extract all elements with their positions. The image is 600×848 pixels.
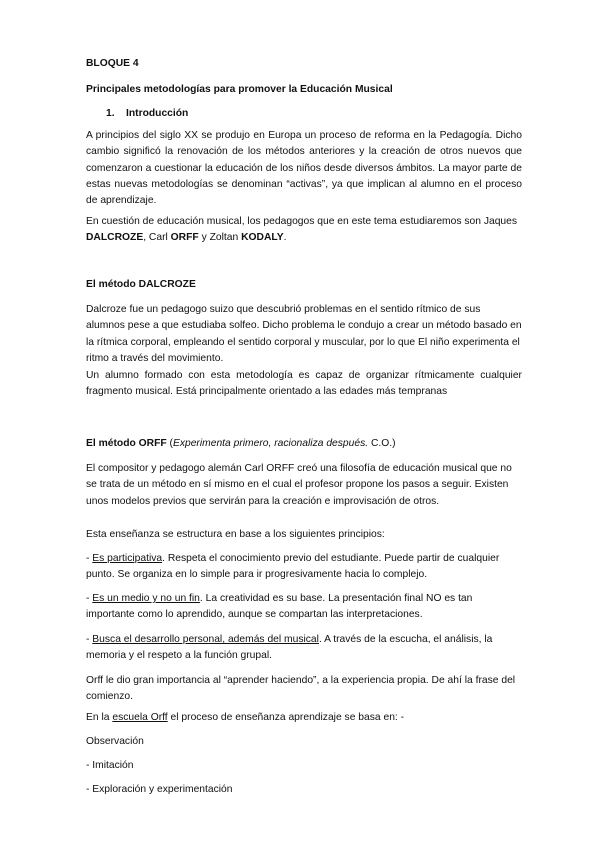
intro-paragraph-1: A principios del siglo XX se produjo en Europa un proceso de reforma en la Pedagogía. Dicho cambio significó la renovación de los métodos anteriores y la creación de otros nuevos que comenzaron a cuestionar la educación de los niños desde diversos ámbitos. La mayor parte de estas nuevas metodologías se denominan “activas”, ya que implican al alumno en el proceso de aprendizaje. [86, 130, 522, 207]
orff-heading-author: C.O.) [368, 438, 396, 449]
principle-text: . La creatividad es su base. La presentación final NO es tan importante como lo aprendido, aunque se compartan las interpretaciones. [86, 593, 473, 621]
section-title: Introducción [126, 108, 189, 119]
name-kodaly: KODALY [241, 232, 284, 244]
section-heading-introduccion [106, 106, 542, 122]
block-title: BLOQUE 4 [86, 58, 139, 69]
orff-heading-title: El método ORFF [86, 438, 167, 449]
section-number: 1. [106, 108, 115, 119]
name-dalcroze: DALCROZE [86, 232, 144, 244]
dalcroze-paragraph-1: Dalcroze fue un pedagogo suizo que descubrió problemas en el sentido rítmico de sus alumnos pese a que estudiaba solfeo. Dicho problema le condujo a crear un método basado en la rítmica corporal, empleando el sentido corporal y muscular, por lo que El niño experimenta el ritmo a través del movimiento. [86, 304, 522, 364]
orff-heading-paren: ( [166, 438, 173, 449]
principle-dash: - [86, 593, 93, 604]
principle-item [86, 551, 522, 584]
dalcroze-heading: El método DALCROZE [86, 279, 196, 290]
principle-item [86, 632, 522, 665]
orff-paragraph-4 [86, 710, 522, 726]
principle-key: Es participativa [92, 553, 163, 564]
list-item: - Imitación [86, 760, 134, 771]
orff-paragraph-1: El compositor y pedagogo alemán Carl ORFF creó una filosofía de educación musical que no se trata de un método en sí mismo en el cual el profesor propone los pasos a seguir. Existen unos modelos previos que servirán para la creación e improvisación de otros. [86, 463, 512, 507]
intro-text: En cuestión de educación musical, los pedagogos que en este tema estudiaremos son Jaques [86, 216, 518, 227]
main-title: Principales metodologías para promover la Educación Musical [86, 84, 393, 95]
intro-text: y Zoltan [198, 232, 242, 244]
orff-paragraph-3: Orff le dio gran importancia al “aprender haciendo”, a la experiencia propia. De ahí la frase del comienzo. [86, 675, 516, 703]
orff-paragraph-2: Esta enseñanza se estructura en base a los siguientes principios: [86, 529, 385, 540]
name-orff: ORFF [170, 232, 199, 244]
principle-text: . A través de la escucha, el análisis, la memoria y el respeto a la función grupal. [86, 634, 493, 662]
principle-key: Busca el desarrollo personal, además del musical [92, 634, 319, 645]
orff-text: En la [86, 712, 113, 723]
intro-text: , Carl [143, 232, 171, 244]
principle-item [86, 591, 522, 624]
principle-dash: - [86, 634, 93, 645]
dalcroze-paragraph-2: Un alumno formado con esta metodología es capaz de organizar rítmicamente cualquier fragmento musical. Está principalmente orientado a las edades más tempranas [86, 370, 522, 398]
orff-text: el proceso de enseñanza aprendizaje se basa en: - [167, 712, 405, 723]
intro-text: . [283, 232, 287, 244]
list-item: Observación [86, 736, 144, 747]
orff-heading-quote: Experimenta primero, racionaliza después. [172, 438, 369, 449]
principle-text: . Respeta el conocimiento previo del estudiante. Puede partir de cualquier punto. Se organiza en lo simple para ir progresivamente hacia lo complejo. [86, 553, 500, 581]
escuela-orff-term: escuela Orff [112, 712, 168, 723]
orff-heading [86, 436, 522, 452]
principle-dash: - [86, 553, 93, 564]
intro-paragraph-2 [86, 214, 522, 247]
principle-key: Es un medio y no un fin [92, 593, 200, 604]
list-item: - Exploración y experimentación [86, 784, 233, 795]
